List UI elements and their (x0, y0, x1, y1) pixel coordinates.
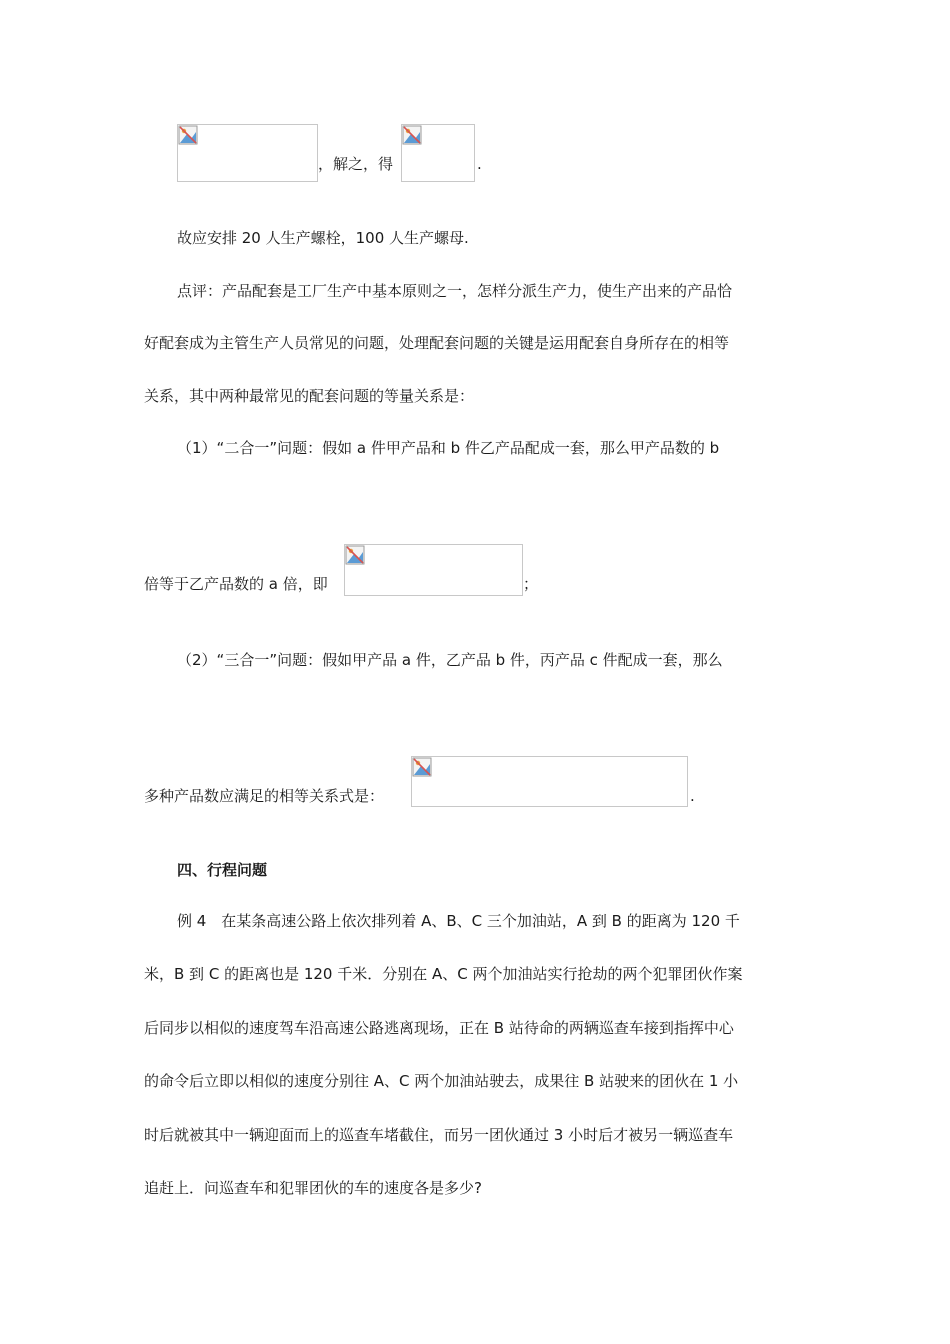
case-1-line: （1）“二合一”问题：假如 a 件甲产品和 b 件乙产品配成一套，那么甲产品数的 b (177, 439, 720, 457)
example-line-6: 追赶上．问巡查车和犯罪团伙的车的速度各是多少? (144, 1179, 482, 1197)
broken-image-icon (412, 757, 432, 777)
example-line-2: 米，B 到 C 的距离也是 120 千米．分别在 A、C 两个加油站实行抢劫的两个犯罪团伙作案 (144, 965, 743, 983)
line-semicolon: ； (523, 575, 539, 593)
example-line-5: 时后就被其中一辆迎面而上的巡查车堵截住，而另一团伙通过 3 小时后才被另一辆巡查车 (144, 1126, 734, 1144)
line-solve: ，解之，得 (318, 155, 394, 173)
comment-line-1: 点评：产品配套是工厂生产中基本原则之一，怎样分派生产力，使生产出来的产品恰 (177, 282, 733, 300)
line-period-1: . (477, 155, 482, 173)
section-heading: 四、行程问题 (177, 861, 268, 879)
example-line-1: 例 4 在某条高速公路上依次排列着 A、B、C 三个加油站，A 到 B 的距离为 120 千 (177, 912, 740, 930)
equation-image-1 (177, 124, 318, 182)
broken-image-icon (402, 125, 422, 145)
equation-image-2 (401, 124, 475, 182)
equation-image-3 (344, 544, 523, 596)
case-2-relation: 多种产品数应满足的相等关系式是： (144, 787, 385, 805)
example-line-3: 后同步以相似的速度驾车沿高速公路逃离现场，正在 B 站待命的两辆巡查车接到指挥中心 (144, 1019, 734, 1037)
example-line-4: 的命令后立即以相似的速度分别往 A、C 两个加油站驶去，成果往 B 站驶来的团伙在 1 小 (144, 1072, 739, 1090)
broken-image-icon (178, 125, 198, 145)
broken-image-icon (345, 545, 365, 565)
case-1-relation: 倍等于乙产品数的 a 倍，即 (144, 575, 328, 593)
conclusion-line: 故应安排 20 人生产螺栓，100 人生产螺母. (177, 229, 469, 247)
case-2-line: （2）“三合一”问题：假如甲产品 a 件，乙产品 b 件，丙产品 c 件配成一套，那么 (177, 651, 723, 669)
line-period-2: . (690, 787, 695, 805)
comment-line-2: 好配套成为主管生产人员常见的问题，处理配套问题的关键是运用配套自身所存在的相等 (144, 334, 730, 352)
comment-line-3: 关系，其中两种最常见的配套问题的等量关系是： (144, 387, 475, 405)
equation-image-4 (411, 756, 688, 807)
